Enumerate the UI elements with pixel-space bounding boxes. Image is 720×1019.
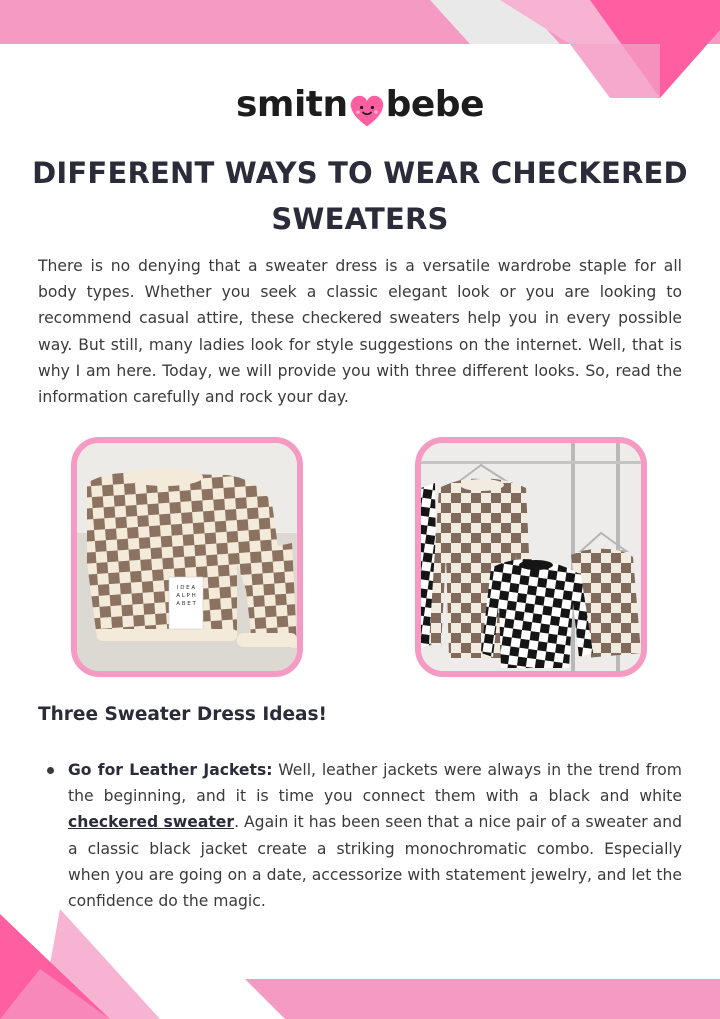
photo-folded-checkered-sweaters (71, 437, 303, 677)
logo-text-left: smitn (236, 84, 348, 125)
photo-sweaters-on-rack (415, 437, 647, 677)
bullet-lead: Go for Leather Jackets: (68, 761, 273, 779)
bullet-text-after-link: . Again it has been seen that a nice pair of a sweater and a classic black jacket create a striking monochromatic combo. Especially when you are going on a date, accessorize with statement jewelry, and let the confidence do the magic. (68, 813, 683, 911)
brand-logo (0, 80, 720, 130)
intro-paragraph: There is no denying that a sweater dress is a versatile wardrobe staple for all body types. Whether you seek a classic elegant look or you are looking to recommend casual attire, these checkered sweaters help you in every possible way. But still, many ladies look for style suggestions on the internet. Well, that is why I am here. Today, we will provide you with three different looks. So, read the information carefully and rock your day. (38, 257, 682, 407)
checkered-sweater-link[interactable]: checkered sweater (68, 813, 235, 832)
book-line-1: I D E A (176, 585, 196, 591)
list-item (38, 757, 682, 914)
section-heading: Three Sweater Dress Ideas! (38, 704, 327, 725)
bullet-dot-icon (47, 767, 54, 774)
bullet-text-before-link: Well, leather jackets were always in the trend from the beginning, and it is time you connect them with a black and white (68, 761, 682, 806)
book-line-3: A B E T (176, 601, 196, 607)
heart-face-icon (349, 94, 385, 130)
book-card (169, 577, 203, 629)
article-title: DIFFERENT WAYS TO WEAR CHECKERED SWEATERS (32, 156, 688, 236)
logo-text-right: bebe (385, 84, 484, 125)
book-line-2: A L P H (176, 593, 196, 599)
bottom-decoration (0, 909, 720, 1019)
ideas-list (38, 757, 682, 914)
